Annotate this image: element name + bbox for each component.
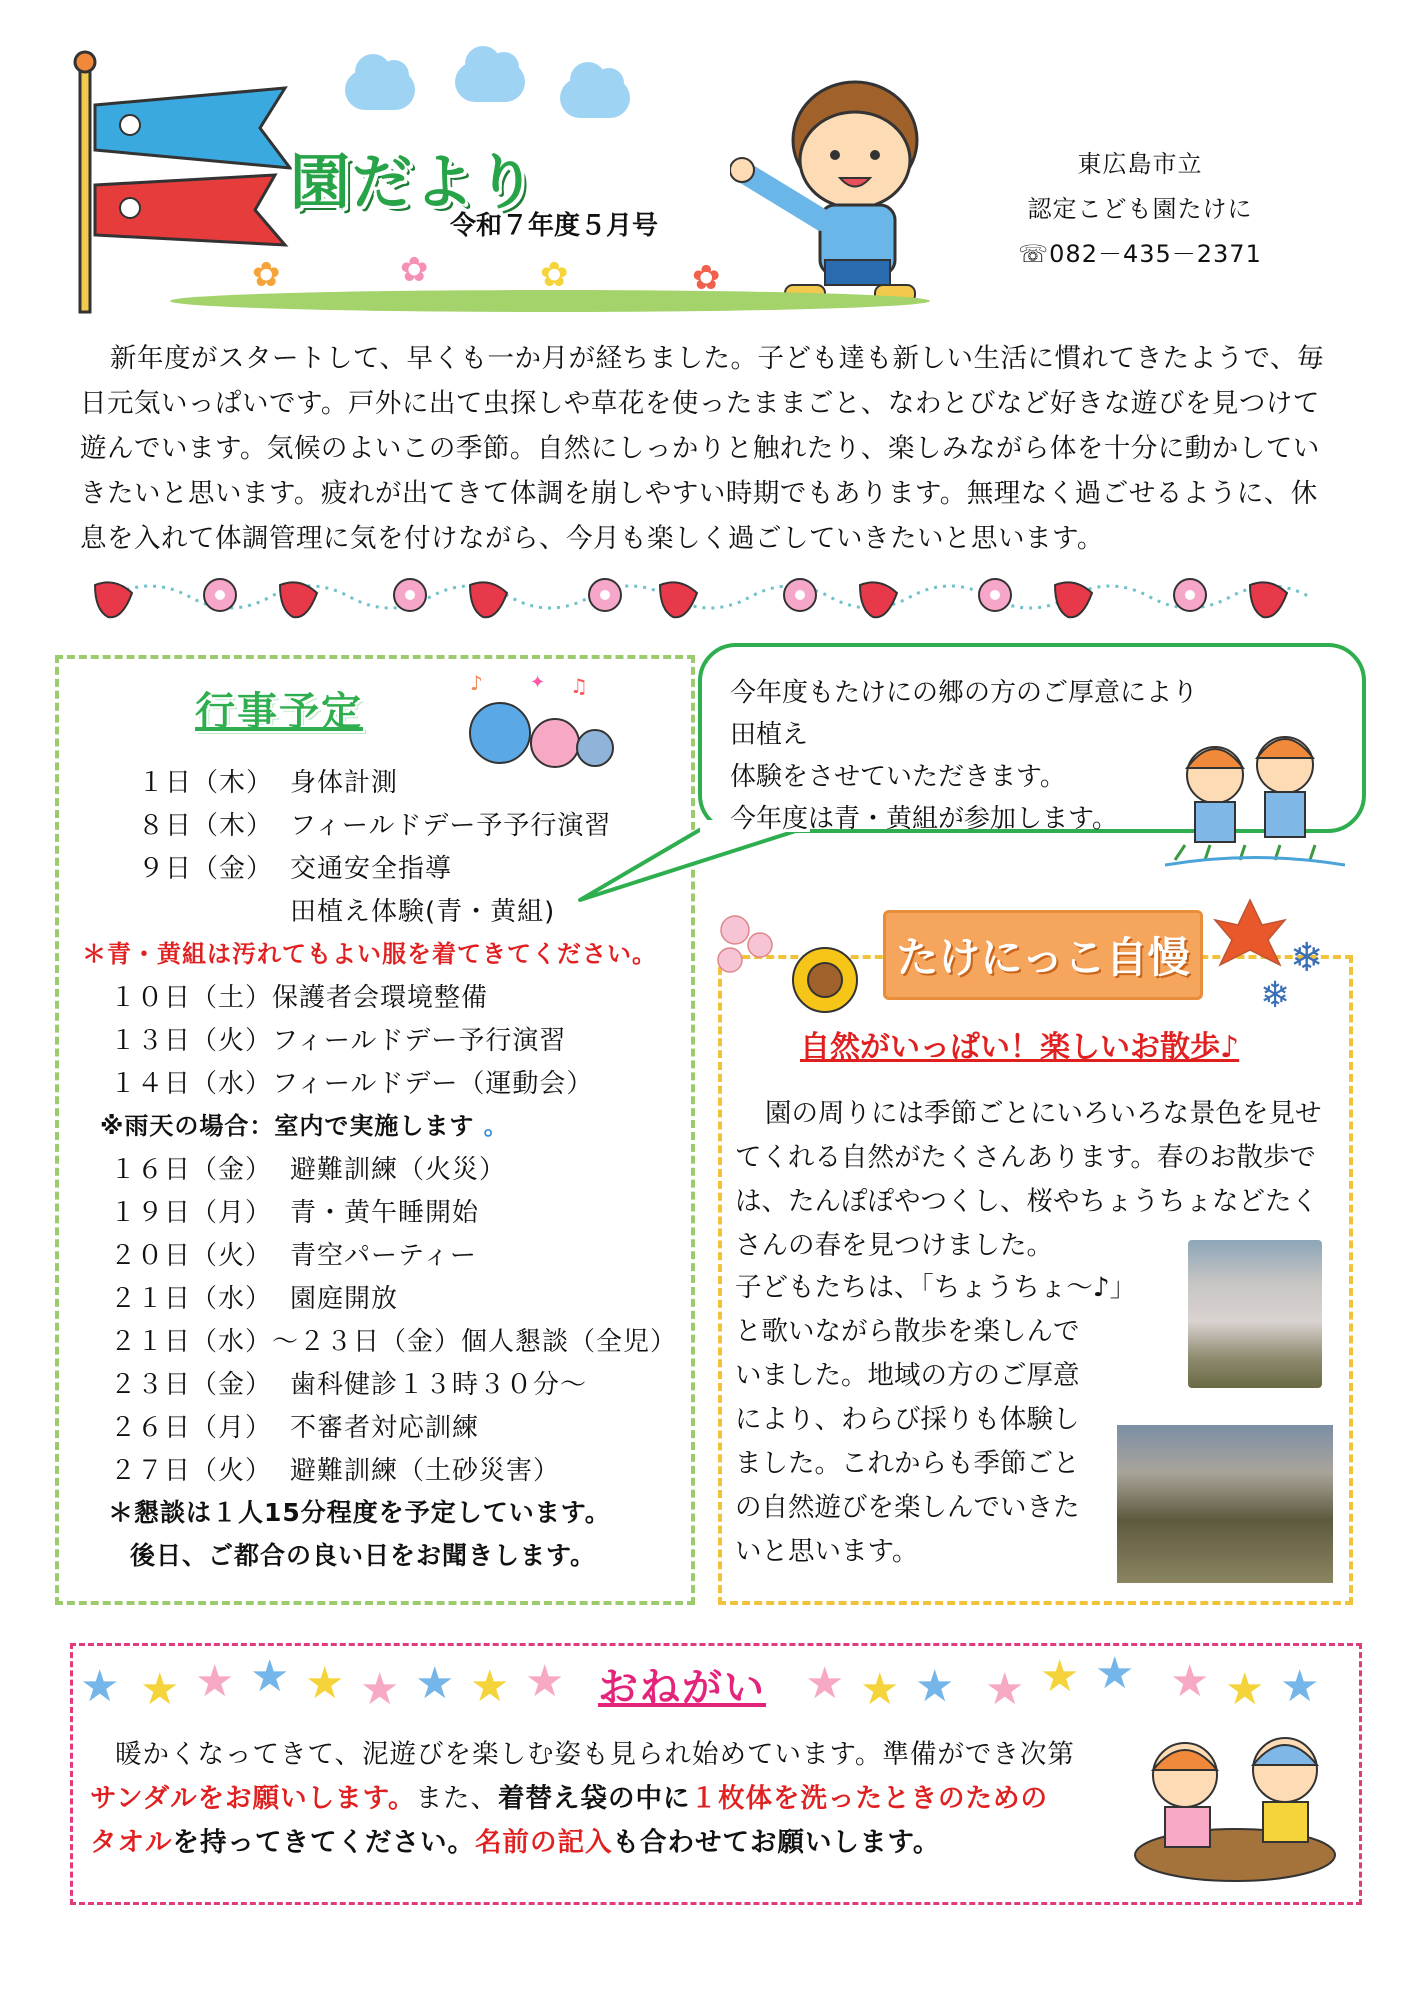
pride-paragraph: 園の周りには季節ごとにいろいろな景色を見せてくれる自然がたくさんあります。春のお散歩では、たんぽぽやつくし、桜やちょうちょなどたくさんの春を見つけました。 <box>735 1098 1322 1261</box>
pride-badge: たけにっこ自慢 <box>883 910 1203 1000</box>
intro-paragraph: 新年度がスタートして、早くも一か月が経ちました。子ども達も新しい生活に慣れてきたようで、毎日元気いっぱいです。戸外に出て虫探しや草花を使ったままごと、なわとびなど好きな遊びを見つけて遊んでいます。気候のよいこの季節。自然にしっかりと触れたり、楽しみながら体を十分に動かしていきたいと思います。疲れが出てきて体調を崩しやすい時期でもあります。無理なく過ごせるように、休息を入れて体調管理に気を付けながら、今月も楽しく過ごしていきたいと思います。 <box>80 343 1324 554</box>
star-icon: ★ <box>80 1661 120 1712</box>
star-icon: ★ <box>1095 1648 1135 1699</box>
event-row: ２３日（金） <box>110 1370 273 1400</box>
cloud-decoration <box>560 78 630 118</box>
bubble-line: 体験をさせていただきます。 <box>730 762 1066 792</box>
pride-subtitle: 自然がいっぱい！楽しいお散歩♪ <box>800 1030 1240 1065</box>
event-row: １０日（土）保護者会環境整備 <box>110 983 489 1013</box>
flower-icon: ✿ <box>692 258 721 298</box>
cloud-decoration <box>345 70 415 110</box>
star-icon: ★ <box>1040 1651 1080 1702</box>
star-icon: ★ <box>915 1661 955 1712</box>
event-row: １日（木） <box>138 768 274 798</box>
svg-text:♫: ♫ <box>570 674 588 698</box>
event-text: 青空パーティー <box>290 1241 477 1271</box>
events-title: 行事予定 <box>195 689 363 735</box>
event-row: ８日（木） <box>138 811 274 841</box>
cloud-decoration <box>455 62 525 102</box>
event-row: ２１日（水） <box>110 1284 273 1314</box>
event-row: ２０日（火） <box>110 1241 273 1271</box>
star-icon: ★ <box>860 1664 900 1715</box>
star-icon: ★ <box>415 1658 455 1709</box>
pride-line: の自然遊びを楽しんでいきた <box>735 1492 1080 1523</box>
pride-line: いました。地域の方のご厚意 <box>735 1360 1080 1391</box>
flower-icon: ✿ <box>400 250 429 290</box>
newsletter-title: 園だより <box>290 148 538 218</box>
flower-icon: ✿ <box>540 255 569 295</box>
onegai-line: サンダルをお願いします。また、着替え袋の中に１枚体を洗ったときのための <box>90 1783 1048 1814</box>
star-icon: ★ <box>985 1664 1025 1715</box>
event-row: １４日（水）フィールドデー（運動会） <box>110 1069 594 1099</box>
event-row: ２１日（水）～２３日（金）個人懇談（全児） <box>110 1327 678 1357</box>
star-icon: ★ <box>140 1664 180 1715</box>
pride-line: いと思います。 <box>735 1536 919 1567</box>
event-row: ９日（金） <box>138 854 274 884</box>
star-icon: ★ <box>250 1651 290 1702</box>
onegai-line: 暖かくなってきて、泥遊びを楽しむ姿も見られ始めています。準備ができ次第 <box>115 1739 1075 1770</box>
event-text: 田植え体験(青・黄組) <box>290 897 556 927</box>
flower-icon: ✿ <box>252 255 281 295</box>
star-icon: ★ <box>305 1658 345 1709</box>
star-icon: ★ <box>195 1656 235 1707</box>
star-icon: ★ <box>1170 1656 1210 1707</box>
autumn-leaves-icon <box>1210 895 1290 975</box>
star-icon: ★ <box>360 1664 400 1715</box>
school-city: 東広島市立 <box>1077 150 1203 178</box>
snowflake-icon: ❄ <box>1290 935 1324 981</box>
bubble-text <box>730 672 1200 840</box>
strawberry-border-decoration <box>90 565 1330 625</box>
event-row: １３日（火）フィールドデー予行演習 <box>110 1026 567 1056</box>
event-row: １９日（月） <box>110 1198 273 1228</box>
pointing-boy-icon <box>730 60 950 310</box>
event-text: 身体計測 <box>290 768 399 798</box>
sunflower-icon <box>785 940 865 1020</box>
event-text: 園庭開放 <box>290 1284 399 1314</box>
event-text: 不審者対応訓練 <box>290 1413 480 1443</box>
star-icon: ★ <box>1225 1664 1265 1715</box>
pride-line: 子どもたちは、「ちょうちょ～♪」 <box>735 1272 1137 1303</box>
school-info <box>960 142 1320 277</box>
svg-text:♪: ♪ <box>470 671 483 695</box>
star-icon: ★ <box>525 1656 565 1707</box>
event-row: ２７日（火） <box>110 1456 273 1486</box>
snowflake-icon: ❄ <box>1260 975 1291 1016</box>
event-row: ２６日（月） <box>110 1413 273 1443</box>
bubble-line: 今年度は青・黄組が参加します。 <box>730 804 1118 834</box>
animal-band-icon <box>450 668 630 788</box>
pride-line: ました。これからも季節ごと <box>735 1448 1080 1479</box>
cherry-blossom-photo <box>1188 1240 1322 1388</box>
event-text: 青・黄午睡開始 <box>290 1198 480 1228</box>
issue-label: 令和７年度５月号 <box>450 211 659 241</box>
event-text: 避難訓練（土砂災害） <box>290 1456 561 1486</box>
mud-play-kids-icon <box>1125 1715 1345 1885</box>
school-name: 認定こども園たけに <box>1027 195 1253 223</box>
star-icon: ★ <box>1280 1661 1320 1712</box>
events-footnote: 後日、ご都合の良い日をお聞きします。 <box>130 1541 597 1570</box>
pride-line: と歌いながら散歩を楽しんで <box>735 1316 1080 1347</box>
header <box>0 0 1414 330</box>
onegai-title: おねがい <box>598 1665 766 1711</box>
star-icon: ★ <box>805 1658 845 1709</box>
children-outdoor-photo <box>1117 1425 1333 1583</box>
event-text: フィールドデー予予行演習 <box>290 811 612 841</box>
events-note-red: ＊青・黄組は汚れてもよい服を着てきてください。 <box>82 940 657 968</box>
event-row: １６日（金） <box>110 1155 273 1185</box>
event-text: 交通安全指導 <box>290 854 453 884</box>
rain-note: ※雨天の場合：室内で実施します 。 <box>100 1112 509 1140</box>
event-text: 歯科健診１３時３０分～ <box>290 1370 588 1400</box>
svg-text:✦: ✦ <box>530 672 546 693</box>
school-phone: ☏082－435－2371 <box>1018 240 1262 268</box>
rice-planting-kids-icon <box>1165 720 1345 880</box>
events-footnote: ＊懇談は１人15分程度を予定しています。 <box>108 1498 611 1527</box>
bubble-line: 今年度もたけにの郷の方のご厚意により田植え <box>730 678 1199 750</box>
star-icon: ★ <box>470 1661 510 1712</box>
event-text: 避難訓練（火災） <box>290 1155 507 1185</box>
onegai-line: タオルを持ってきてください。名前の記入も合わせてお願いします。 <box>90 1827 941 1858</box>
sakura-icon <box>705 905 785 985</box>
pride-line: により、わらび採りも体験し <box>735 1404 1080 1435</box>
